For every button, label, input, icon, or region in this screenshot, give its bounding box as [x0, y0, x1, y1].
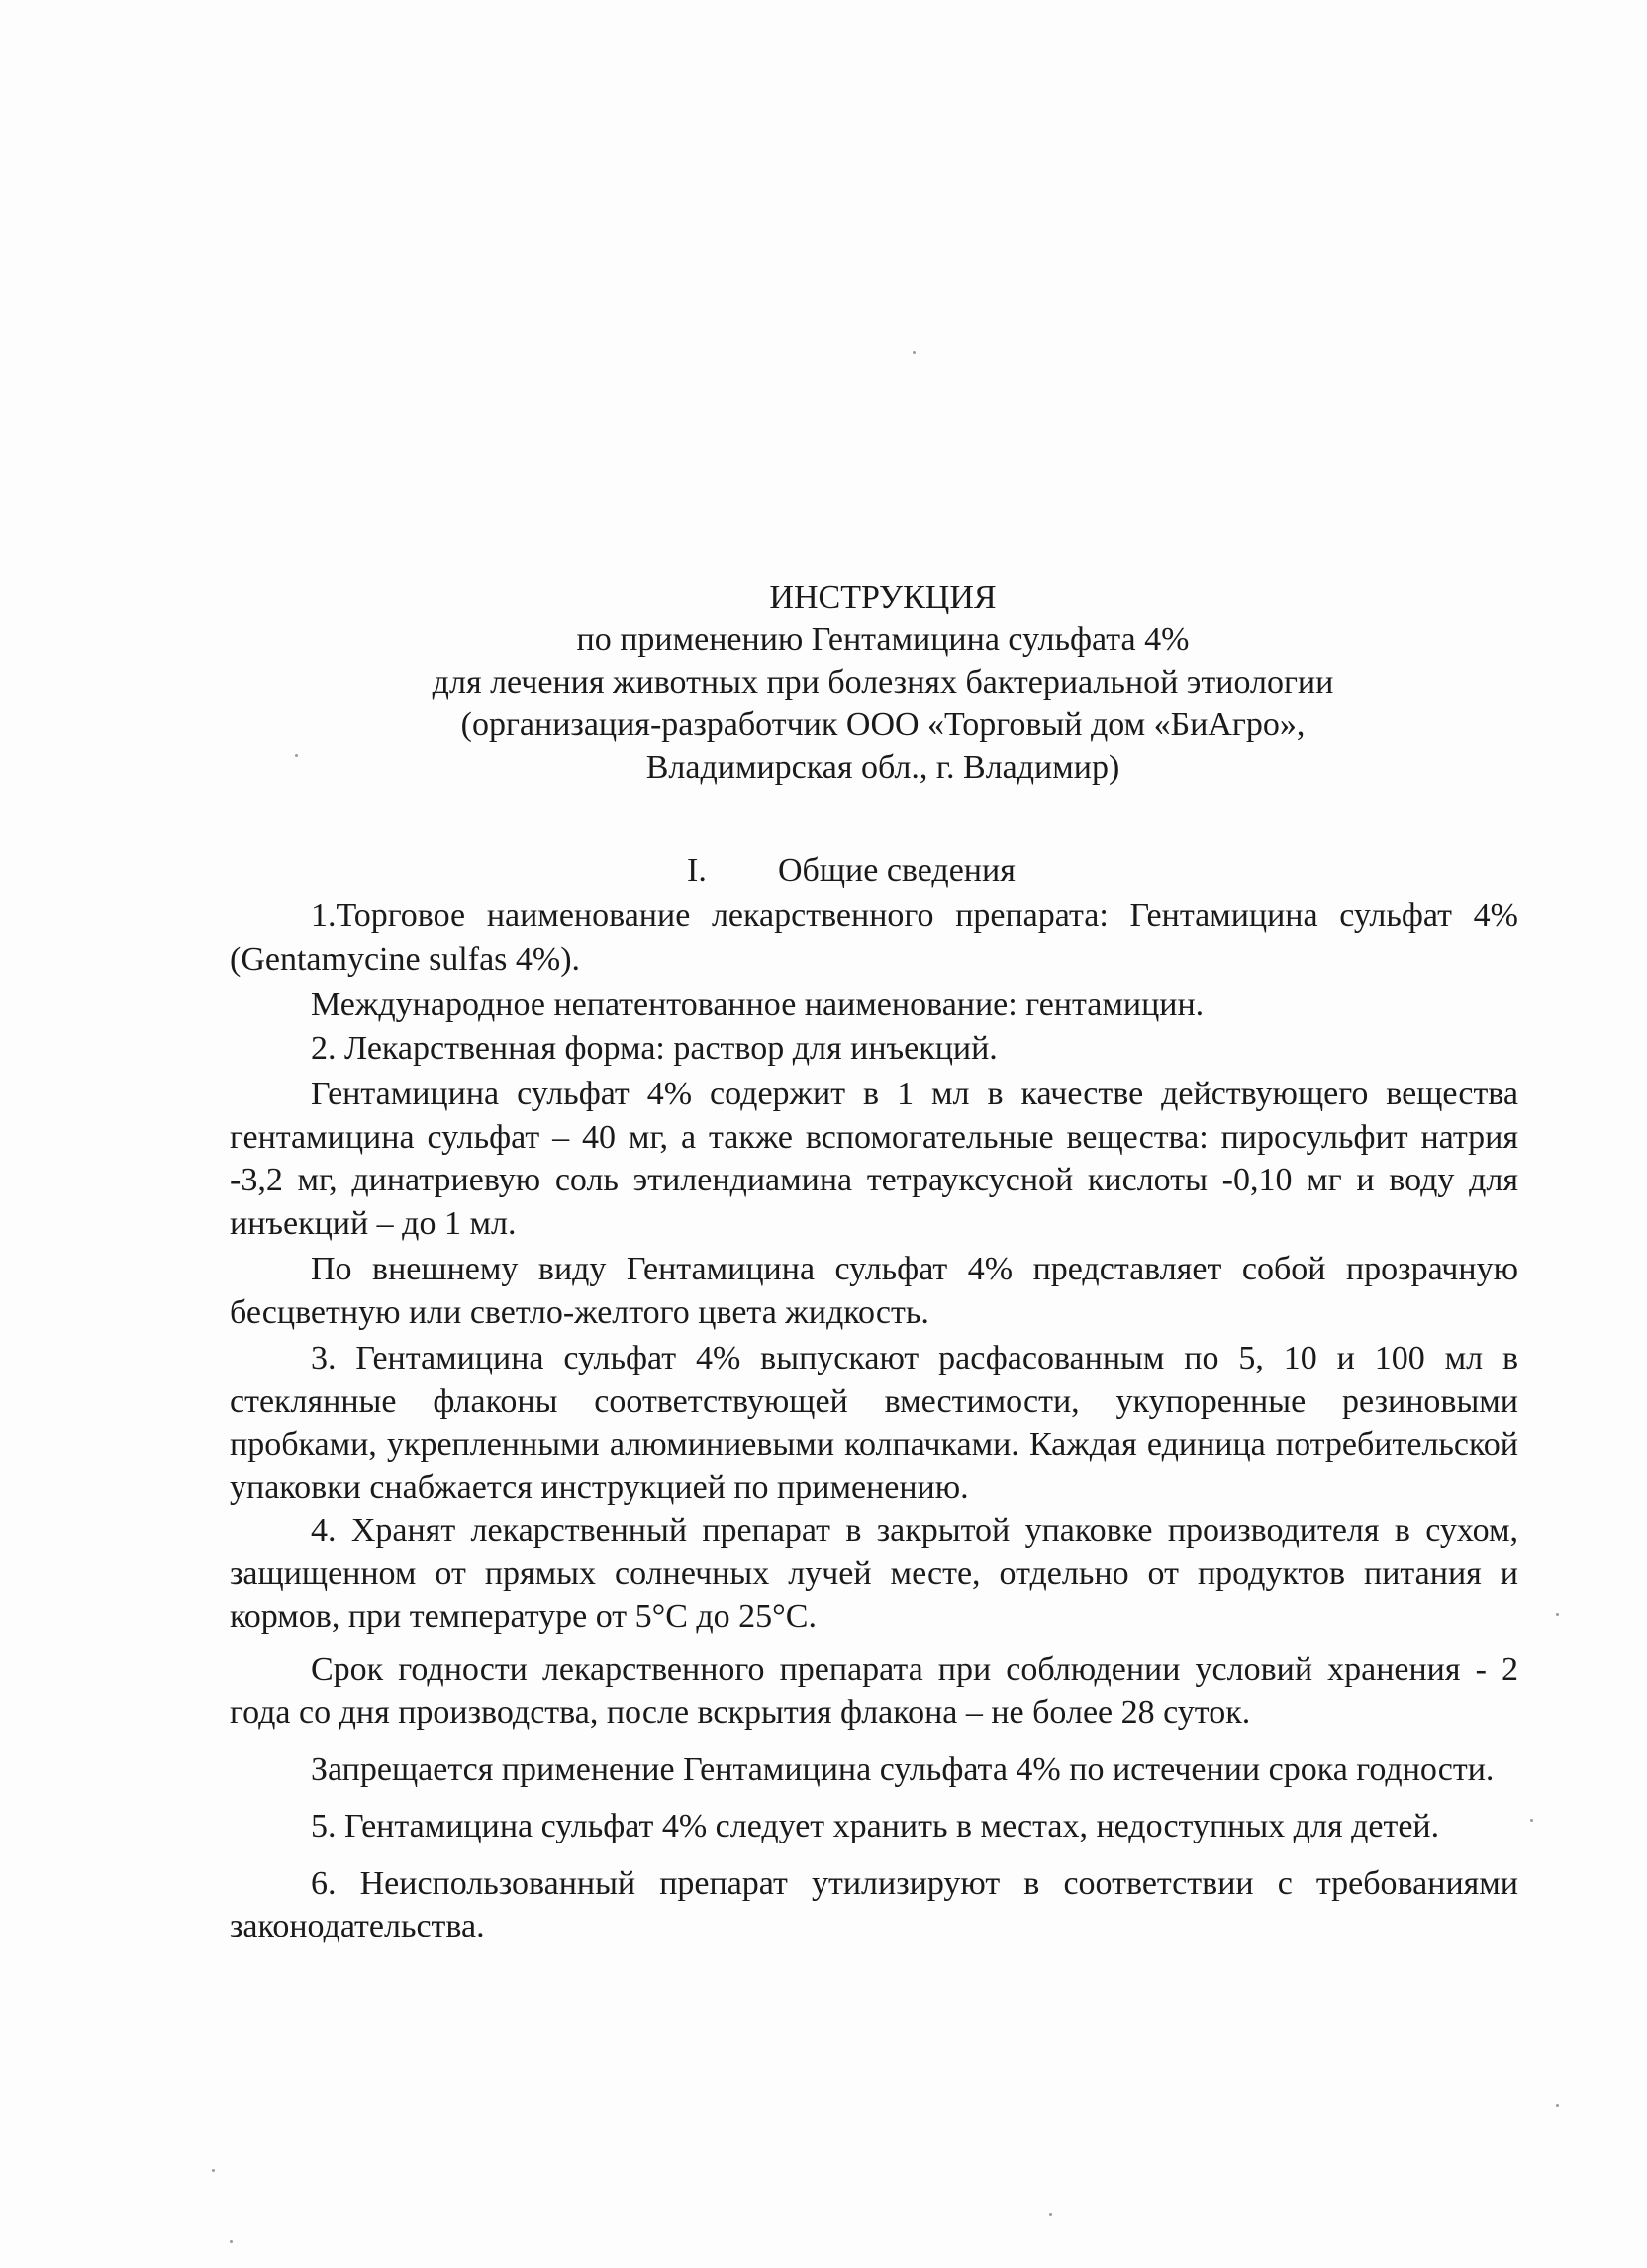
subtitle-line-4: Владимирская обл., г. Владимир)	[645, 749, 1120, 786]
document-title: ИНСТРУКЦИЯ	[769, 579, 997, 615]
scan-speck	[230, 2240, 233, 2243]
document-header	[0, 576, 1647, 789]
paragraph-packaging: 3. Гентамицина сульфат 4% выпускают расфасованным по 5, 10 и 100 мл в стеклянные флаконы соответствующей вместимости, укупоренные резиновыми пробками, укрепленными алюминиевыми колпачками. Каждая единица потребительской упаковки снабжается инструкцией по применению.	[230, 1340, 1518, 1506]
subtitle-line-3: (организация-разработчик ООО «Торговый дом «БиАгро»,	[460, 707, 1306, 743]
paragraph-disposal: 6. Неиспользованный препарат утилизируют в соответствии с требованиями законодательства.	[230, 1864, 1518, 1944]
subtitle-line-2: для лечения животных при болезнях бактериальной этиологии	[432, 664, 1334, 701]
paragraph-appearance: По внешнему виду Гентамицина сульфат 4% представляет собой прозрачную бесцветную или светло-желтого цвета жидкость.	[230, 1251, 1518, 1331]
paragraph-shelf-life: Срок годности лекарственного препарата при соблюдении условий хранения - 2 года со дня производства, после вскрытия флакона – не более 28 суток.	[230, 1651, 1518, 1731]
section-heading	[687, 852, 1016, 890]
paragraph-dosage-form: 2. Лекарственная форма: раствор для инъекций.	[311, 1029, 998, 1067]
scan-speck	[212, 2169, 215, 2172]
paragraph-children: 5. Гентамицина сульфат 4% следует хранить в местах, недоступных для детей.	[311, 1808, 1440, 1844]
section-number: I.	[687, 852, 707, 889]
scan-speck	[1049, 2213, 1052, 2216]
scan-speck	[913, 351, 916, 354]
scan-speck	[1530, 1819, 1533, 1822]
paragraph-prohibition: Запрещается применение Гентамицина сульфата 4% по истечении срока годности.	[311, 1750, 1495, 1788]
paragraph-inn: Международное непатентованное наименование: гентамицин.	[311, 987, 1205, 1023]
scan-speck	[1556, 1613, 1559, 1616]
paragraph-composition: Гентамицина сульфат 4% содержит в 1 мл в качестве действующего вещества гентамицина сульфат – 40 мг, а также вспомогательные вещества: пиросульфит натрия -3,2 мг, динатриевую соль этилендиамина тетрауксусной кислоты -0,10 мг и воду для инъекций – до 1 мл.	[230, 1076, 1518, 1242]
document-body	[230, 895, 1518, 1948]
paragraph-trade-name: 1.Торговое наименование лекарственного препарата: Гентамицина сульфат 4% (Gentamycine sulfas 4%).	[230, 898, 1518, 978]
subtitle-line-1: по применению Гентамицина сульфата 4%	[576, 621, 1190, 658]
scan-speck	[295, 754, 298, 757]
scan-speck	[1556, 2104, 1559, 2107]
paragraph-storage: 4. Хранят лекарственный препарат в закрытой упаковке производителя в сухом, защищенном от прямых солнечных лучей месте, отдельно от продуктов питания и кормов, при температуре от 5°С до 25°С.	[230, 1512, 1518, 1635]
section-title: Общие сведения	[778, 852, 1016, 889]
